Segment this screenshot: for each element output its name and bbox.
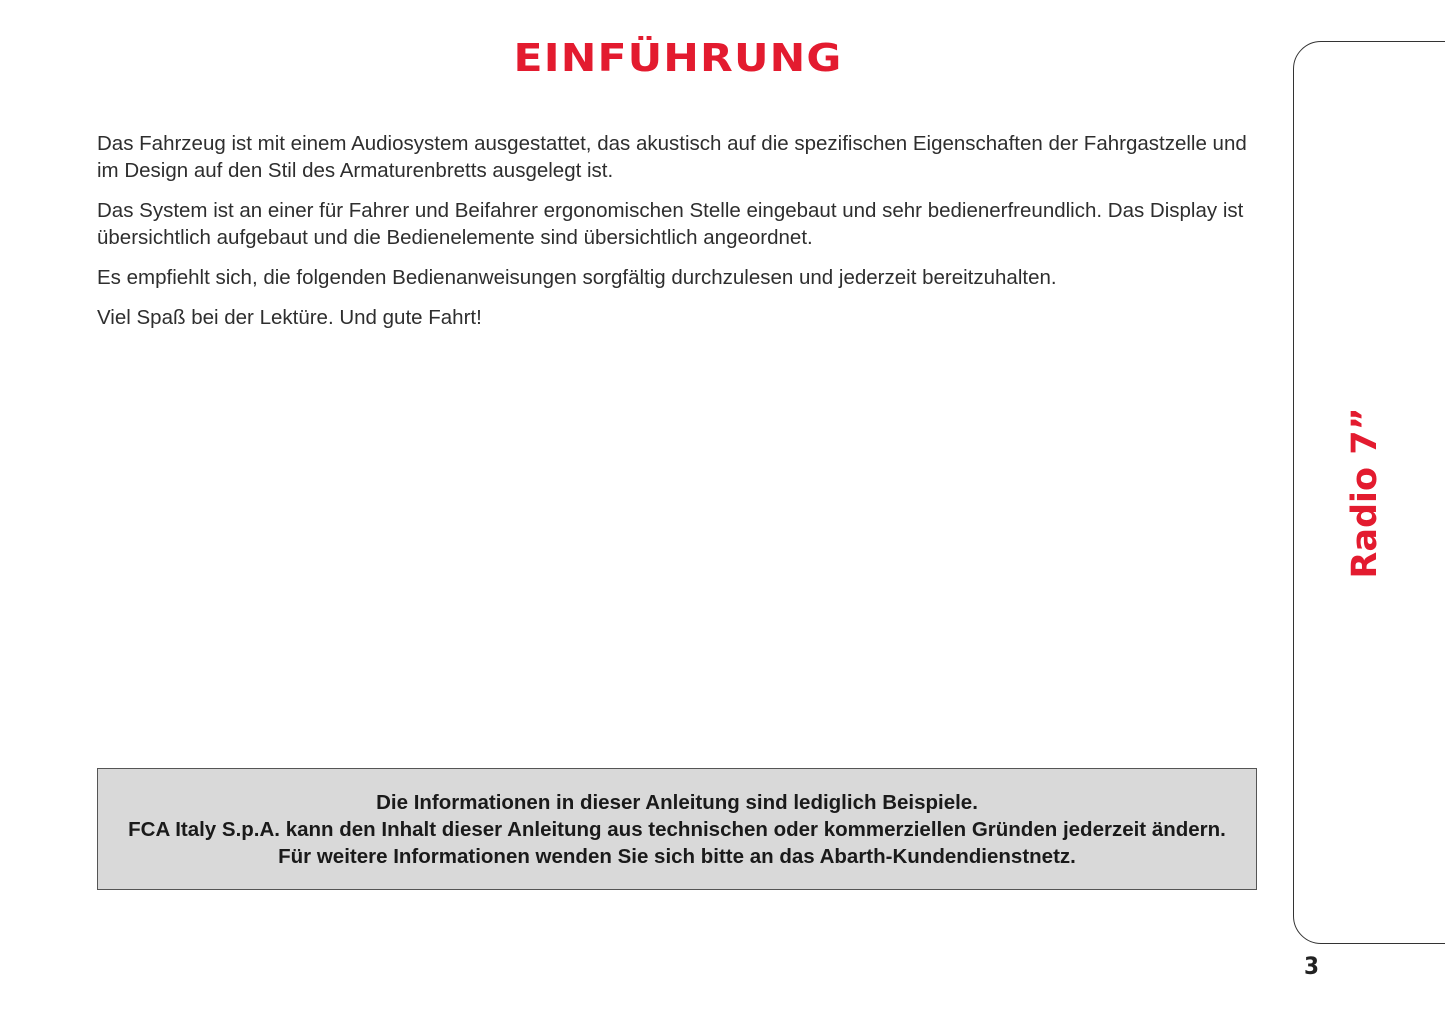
- intro-paragraph: Das System ist an einer für Fahrer und Beifahrer ergonomischen Stelle eingebaut und sehr bedienerfreundlich. Das Display ist übersichtlich aufgebaut und die Bedienelemente sind übersichtlich angeordnet.: [97, 199, 1244, 249]
- disclaimer-line: Für weitere Informationen wenden Sie sich bitte an das Abarth-Kundendienstnetz.: [278, 845, 1076, 868]
- intro-paragraph: Das Fahrzeug ist mit einem Audiosystem ausgestattet, das akustisch auf die spezifischen Eigenschaften der Fahrgastzelle und im Design auf den Stil des Armaturenbretts ausgelegt ist.: [97, 132, 1247, 182]
- page-number: 3: [1304, 952, 1320, 980]
- section-tab-label: Radio 7”: [1345, 407, 1385, 579]
- page-title: EINFÜHRUNG: [513, 36, 843, 80]
- intro-paragraph: Es empfiehlt sich, die folgenden Bedienanweisungen sorgfältig durchzulesen und jederzeit bereitzuhalten.: [97, 266, 1057, 289]
- intro-text: [97, 130, 1262, 344]
- disclaimer-line: FCA Italy S.p.A. kann den Inhalt dieser Anleitung aus technischen oder kommerziellen Gründen jederzeit ändern.: [128, 818, 1226, 841]
- disclaimer-line: Die Informationen in dieser Anleitung sind lediglich Beispiele.: [376, 791, 978, 814]
- disclaimer-box: [97, 768, 1257, 890]
- intro-paragraph: Viel Spaß bei der Lektüre. Und gute Fahrt!: [97, 306, 482, 329]
